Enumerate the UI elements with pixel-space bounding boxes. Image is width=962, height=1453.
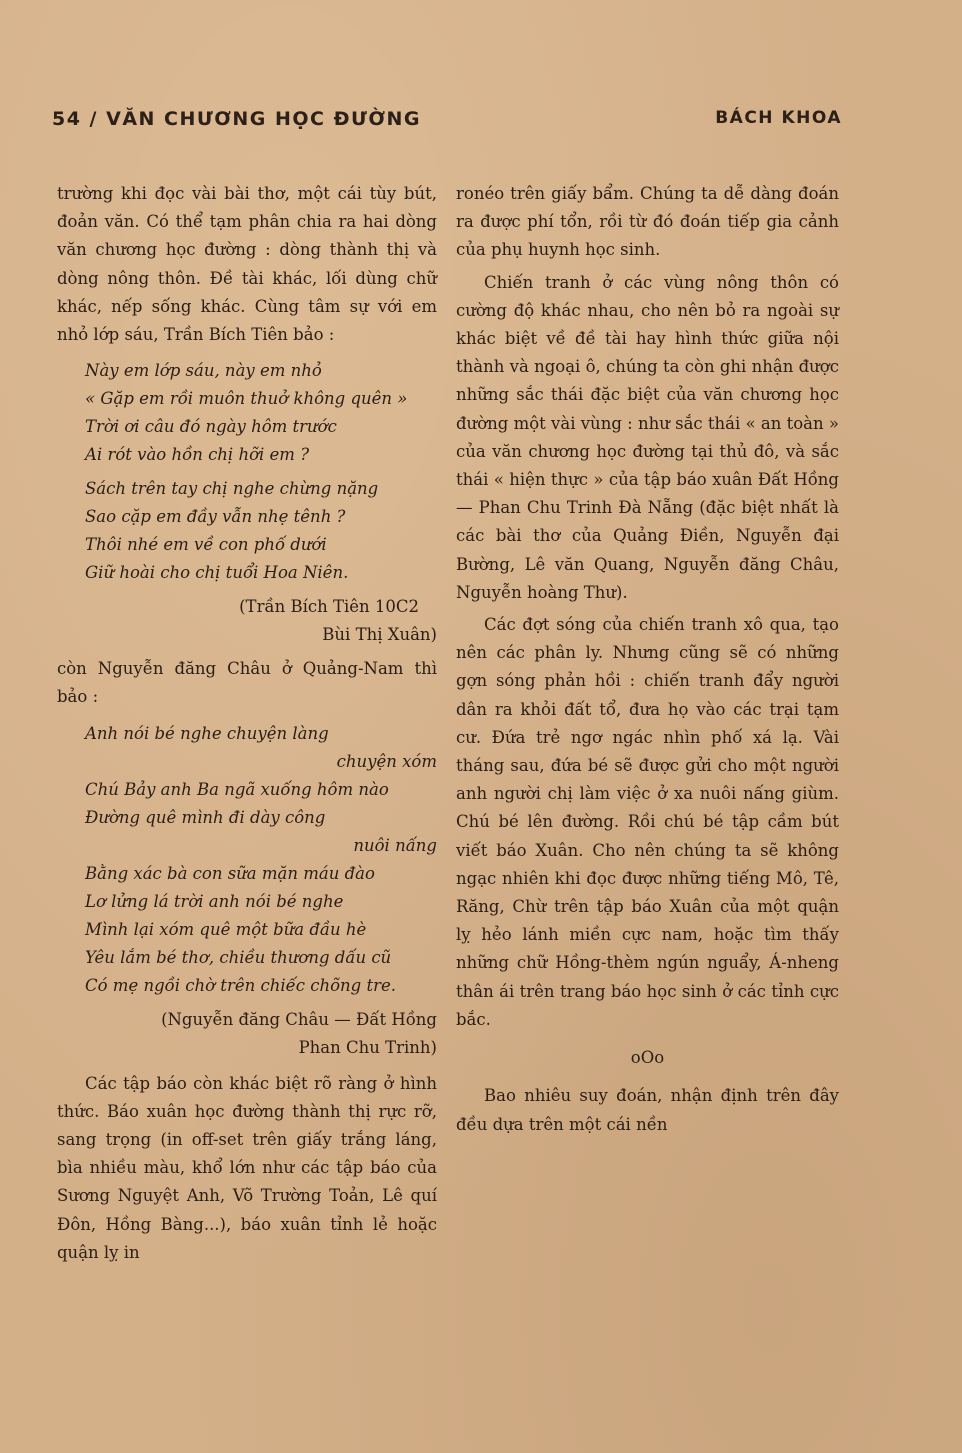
running-title: 54 / VĂN CHƯƠNG HỌC ĐƯỜNG: [52, 108, 421, 130]
page-header: [52, 108, 842, 144]
paragraph: trường khi đọc vài bài thơ, một cái tùy bút, đoản văn. Có thể tạm phân chia ra hai dòng văn chương học đường : dòng thành thị và dòng nông thôn. Đề tài khác, lối dùng chữ khác, nếp sống khác. Cùng tâm sự với em nhỏ lớp sáu, Trần Bích Tiên bảo :: [57, 184, 437, 345]
journal-name: BÁCH KHOA: [715, 108, 842, 128]
poem-tran-bich-tien: [85, 357, 437, 587]
section-separator: oOo: [630, 1048, 665, 1068]
poem-line: Bằng xác bà con sữa mặn máu đào: [85, 863, 375, 883]
poem-line: Đường quê mình đi dày công: [85, 807, 326, 827]
poem-line: nuôi nấng: [353, 835, 437, 855]
credit-line: Bùi Thị Xuân): [322, 625, 437, 645]
credit-line: Phan Chu Trinh): [298, 1037, 437, 1057]
poem-line: Sao cặp em đầy vẫn nhẹ tênh ?: [85, 507, 346, 527]
poem-line: « Gặp em rồi muôn thuở không quên »: [85, 389, 408, 409]
paragraph: Chiến tranh ở các vùng nông thôn có cường độ khác nhau, cho nên bỏ ra ngoài sự khác biệt về đề tài hay hình thức giữa nội thành và ngoại ô, chúng ta còn ghi nhận được những sắc thái đặc biệt của văn chương học đường một vài vùng : như sắc thái « an toàn » của văn chương học đường tại thủ đô, và sắc thái « hiện thực » của tập báo xuân Đất Hồng — Phan Chu Trinh Đà Nẵng (đặc biệt nhất là các bài thơ của Quảng Điền, Nguyễn đại Bường, Lê văn Quang, Nguyễn đăng Châu, Nguyễn hoàng Thư).: [456, 272, 839, 602]
paragraph: Các đợt sóng của chiến tranh xô qua, tạo nên các phân ly. Nhưng cũng sẽ có những gợn sóng phản hồi : chiến tranh đẩy người dân ra khỏi đất tổ, đưa họ vào các trại tạm cư. Đứa trẻ ngơ ngác nhìn phố xá lạ. Vài tháng sau, đứa bé sẽ được gửi cho một người anh người chị làm việc ở xa nuôi nấng giùm. Chú bé lên đường. Rồi chú bé tập cầm bút viết báo Xuân. Cho nên chúng ta sẽ không ngạc nhiên khi đọc được những tiếng Mô, Tê, Răng, Chừ trên tập báo Xuân của một quận lỵ hẻo lánh miền cực nam, hoặc tìm thấy những chữ Hồng-thèm ngún nguẩy, Á-nheng thân ái trên trang báo học sinh ở các tỉnh cực bắc.: [456, 615, 839, 1029]
poem-line: Yêu lắm bé thơ, chiều thương dấu cũ: [85, 947, 392, 967]
poem-line: Giữ hoài cho chị tuổi Hoa Niên.: [85, 563, 349, 583]
poem-line: Này em lớp sáu, này em nhỏ: [85, 361, 322, 381]
poem-credit: [57, 593, 437, 649]
poem-line: Chú Bảy anh Ba ngã xuống hôm nào: [85, 779, 389, 799]
poem-line: Ai rót vào hồn chị hỡi em ?: [85, 445, 310, 465]
paragraph: ronéo trên giấy bẩm. Chúng ta dễ dàng đoán ra được phí tổn, rồi từ đó đoán tiếp gia cảnh của phụ huynh học sinh.: [456, 184, 839, 260]
poem-line: Anh nói bé nghe chuyện làng: [85, 723, 329, 743]
poem-line: Thôi nhé em về con phố dưới: [85, 535, 327, 555]
poem-line: Lơ lửng lá trời anh nói bé nghe: [85, 891, 344, 911]
credit-line: (Trần Bích Tiên 10C2: [239, 597, 419, 617]
paragraph: Các tập báo còn khác biệt rõ ràng ở hình thức. Báo xuân học đường thành thị rực rỡ, sang trọng (in off-set trên giấy trắng láng, bìa nhiều màu, khổ lớn như các tập báo của Sương Nguyệt Anh, Võ Trường Toản, Lê quí Đôn, Hồng Bàng...), báo xuân tỉnh lẻ hoặc quận lỵ in: [57, 1073, 437, 1262]
paragraph: Bao nhiêu suy đoán, nhận định trên đây đều dựa trên một cái nền: [456, 1086, 839, 1134]
poem-line: Có mẹ ngồi chờ trên chiếc chõng tre.: [85, 975, 397, 995]
paragraph: còn Nguyễn đăng Châu ở Quảng-Nam thì bảo :: [57, 659, 437, 707]
poem-nguyen-dang-chau: [85, 720, 437, 1000]
poem-line: Sách trên tay chị nghe chừng nặng: [85, 479, 379, 499]
credit-line: (Nguyễn đăng Châu — Đất Hồng: [161, 1009, 437, 1029]
poem-line: Mình lại xóm quê một bữa đầu hè: [85, 919, 367, 939]
poem-line: chuyện xóm: [336, 751, 437, 771]
poem-credit: [57, 1006, 437, 1062]
left-column: [57, 180, 437, 1267]
poem-line: Trời ơi câu đó ngày hôm trước: [85, 417, 337, 437]
right-column: [456, 180, 839, 1139]
